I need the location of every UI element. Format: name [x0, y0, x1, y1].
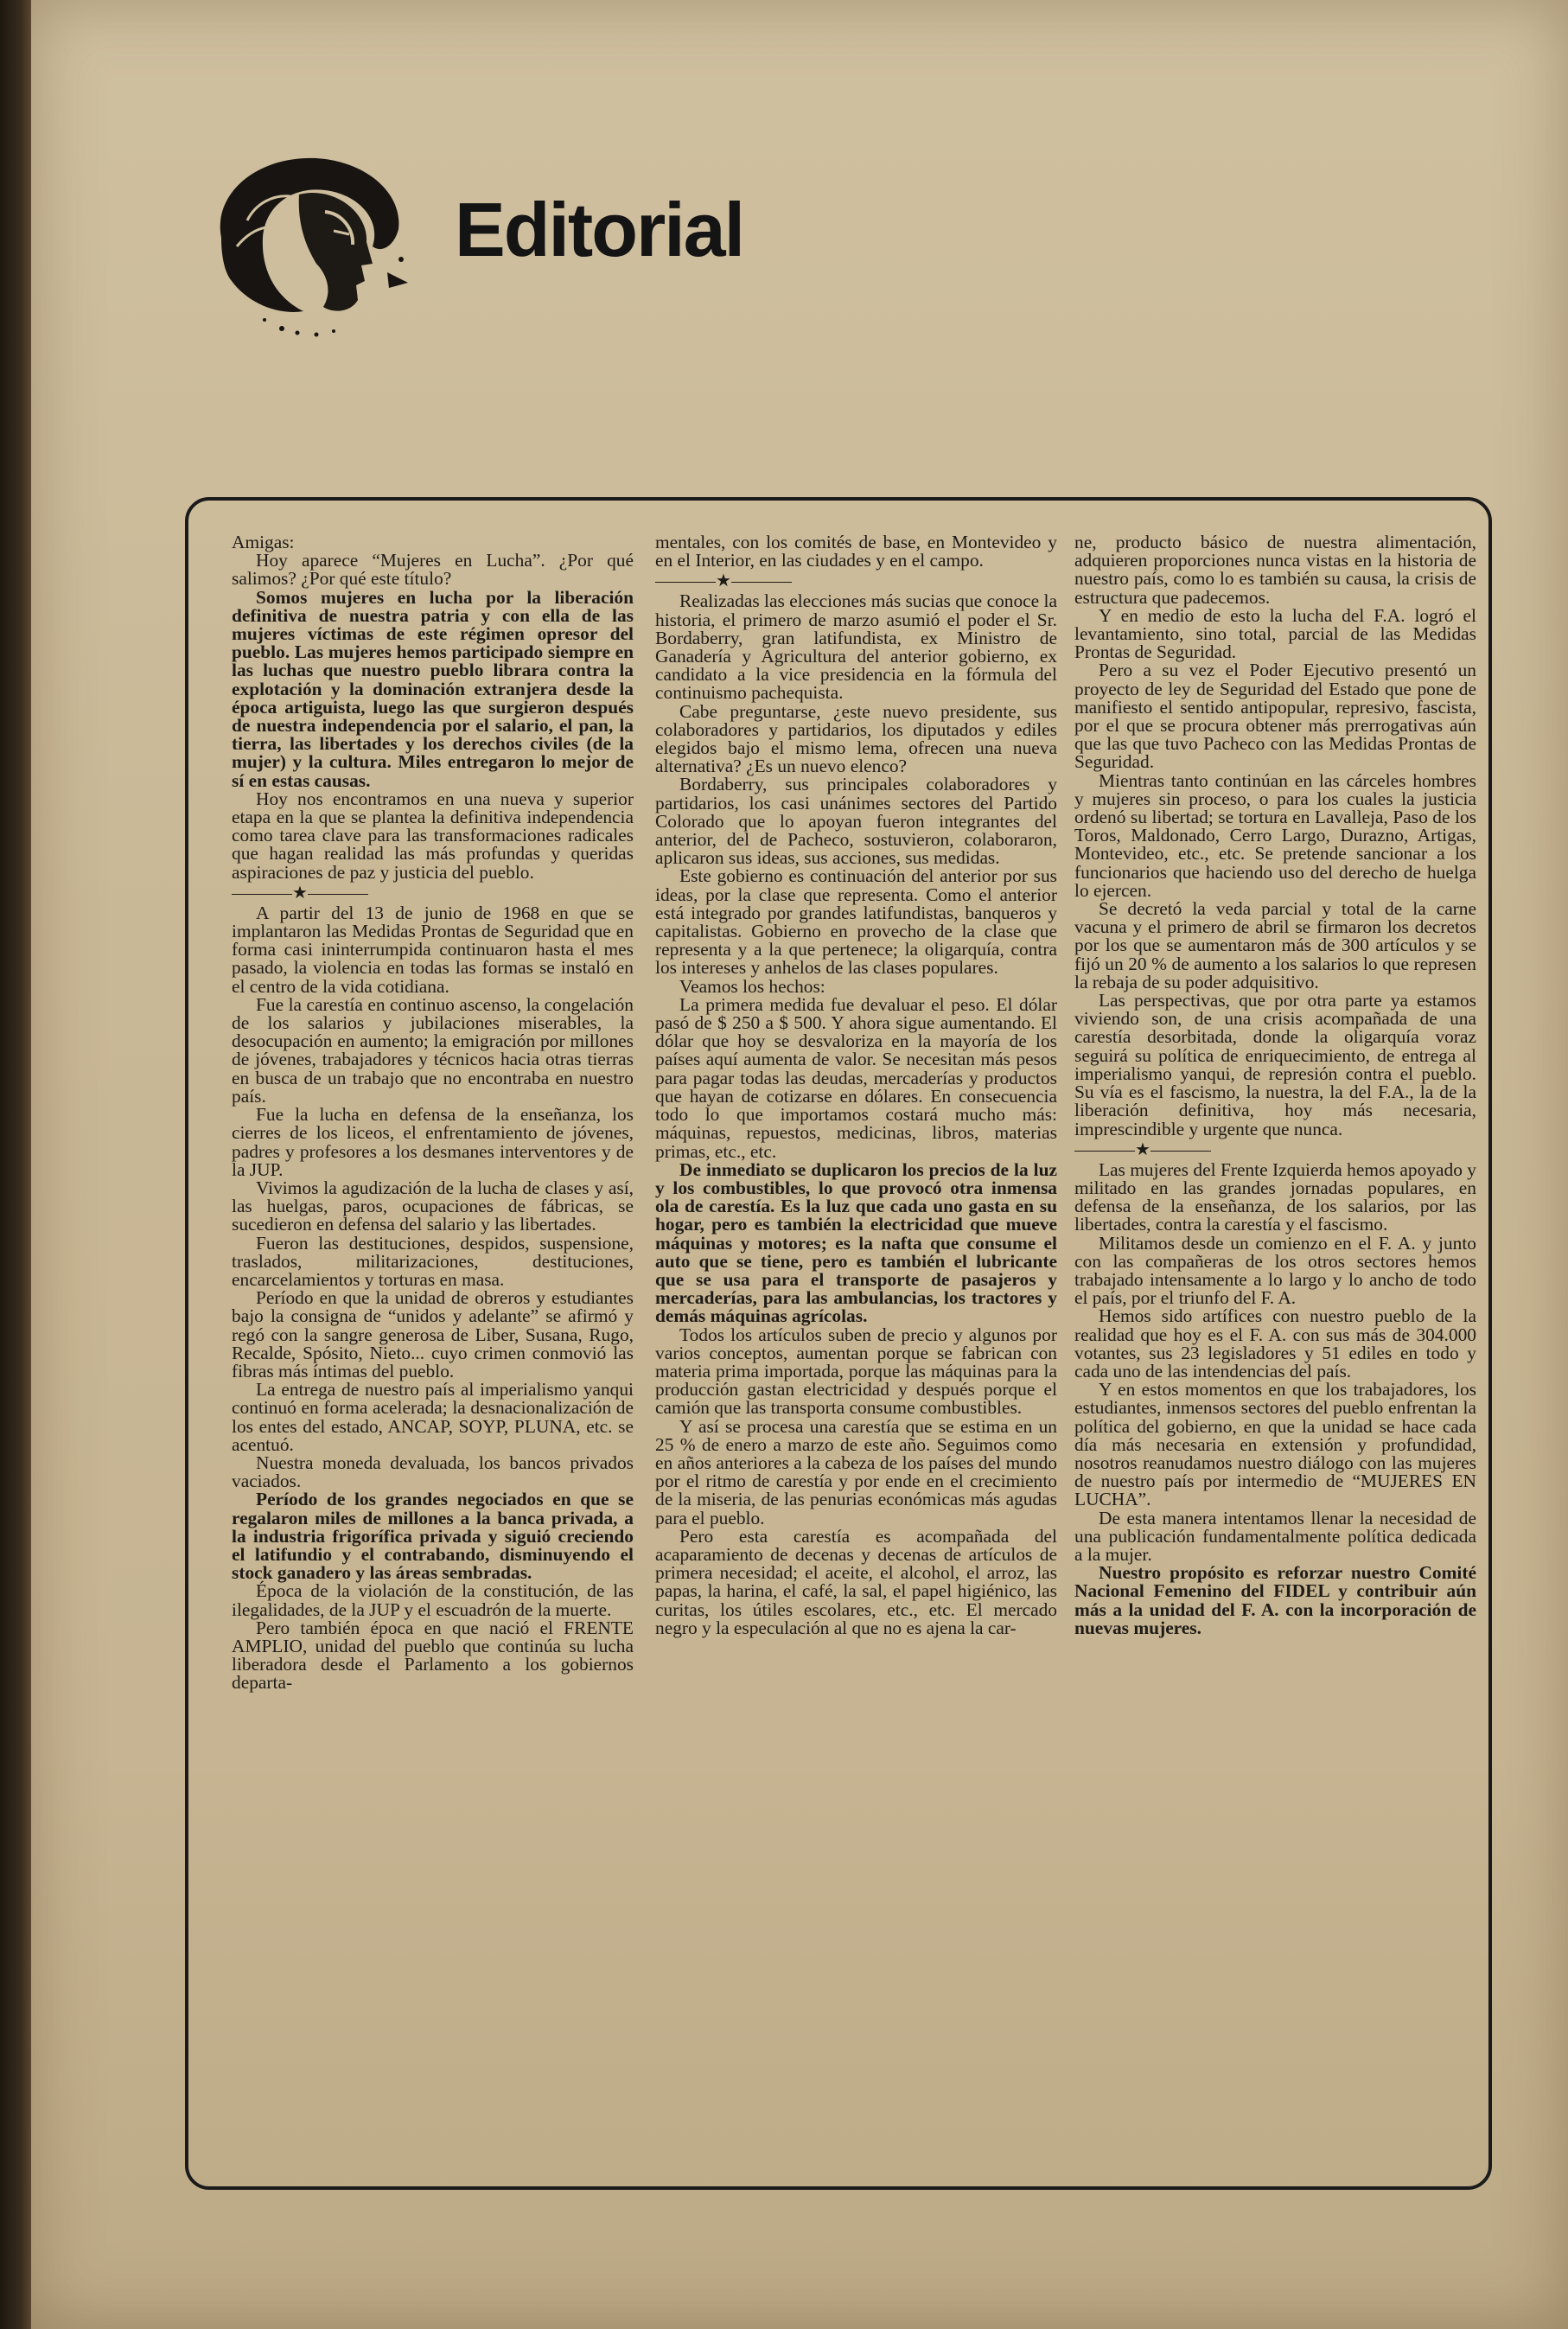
article-paragraph: Época de la violación de la constitución, de las ilegalidades, de la JUP y el escuadrón de la muerte. — [232, 1580, 634, 1620]
article-paragraph: Nuestra moneda devaluada, los bancos privados vaciados. — [232, 1452, 634, 1492]
newspaper-page — [31, 0, 1568, 2329]
star-divider-icon: ★ — [655, 571, 1057, 590]
section-title: Editorial — [455, 187, 744, 272]
article-paragraph: Y en estos momentos en que los trabajadores, los estudiantes, inmensos sectores del pueblo enfrentan la política del gobierno, en que la unidad se hace cada día más necesaria en extensión y profundidad, nosotros reanudamos nuestro diálogo con las mujeres de nuestro país por intermedio de “MUJERES EN LUCHA”. — [1074, 1379, 1476, 1510]
editorial-article-box — [185, 497, 1492, 2190]
article-paragraph: De inmediato se duplicaron los precios de la luz y los combustibles, lo que provocó otra inmensa ola de carestía. Es la luz que cada uno gasta en su hogar, pero es también la electricidad que mueve máquinas y motores; es la nafta que consume el auto que se tiene, pero es también el lubricante que se usa para el transporte de pasajeros y mercaderías, para las ambulancias, los tractores y demás máquinas agrícolas. — [655, 1158, 1057, 1327]
article-paragraph: Nuestro propósito es reforzar nuestro Comité Nacional Femenino del FIDEL y contribuir aún más a la unidad del F. A. con la incorporación de nuevas mujeres. — [1074, 1562, 1476, 1638]
article-paragraph: Vivimos la agudización de la lucha de clases y así, las huelgas, paros, ocupaciones de fábricas, se sucedieron en defensa del salario y las libertades. — [232, 1177, 634, 1235]
article-paragraph: Fueron las destituciones, despidos, suspensione, traslados, militarizaciones, destituciones, encarcelamientos y torturas en masa. — [232, 1232, 634, 1290]
article-paragraph: Pero también época en que nació el FRENTE AMPLIO, unidad del pueblo que continúa su lucha liberadora desde el Parlamento a los gobiernos departa- — [232, 1617, 634, 1694]
article-paragraph: Fue la lucha en defensa de la enseñanza, los cierres de los liceos, el enfrentamiento de jóvenes, padres y profesores a los desmanes interventores y de la JUP. — [232, 1104, 634, 1180]
article-paragraph: Hemos sido artífices con nuestro pueblo de la realidad que hoy es el F. A. con sus más de 304.000 votantes, sus 23 legisladores y 51 ediles en todo y cada uno de las intendencias del país. — [1074, 1305, 1476, 1381]
article-paragraph: Pero a su vez el Poder Ejecutivo presentó un proyecto de ley de Seguridad del Estado que pone de manifiesto el sentido antipopular, represivo, fascista, por el que se procura obtener más prerrogativas aún que las que tuvo Pacheco con las Medidas Prontas de Seguridad. — [1074, 660, 1476, 773]
article-paragraph: Se decretó la veda parcial y total de la carne vacuna y el primero de abril se firmaron los decretos por los que se aumentaron más de 300 artículos y se fijó un 20 % de aumento a los salarios lo que represen la rebaja de su poder adquisitivo. — [1074, 898, 1476, 992]
article-paragraph: Todos los artículos suben de precio y algunos por varios conceptos, aumentan porque se fabrican con materia prima importada, porque las máquinas para la producción gastan electricidad y después porque el camión que las transporta consume combustibles. — [655, 1324, 1057, 1419]
article-paragraph: Veamos los hechos: — [679, 975, 825, 997]
page-binding-edge — [0, 0, 31, 2329]
article-paragraph: Cabe preguntarse, ¿este nuevo presidente, sus colaboradores y partidarios, los diputados y ediles elegidos bajo el mismo lema, ofrecen una nueva alternativa? ¿Es un nuevo elenco? — [655, 700, 1057, 777]
article-paragraph: La primera medida fue devaluar el peso. El dólar pasó de $ 250 a $ 500. Y ahora sigue aumentando. El dólar que hoy se desvaloriza en la mayoría de los países aquí aumenta de valor. Se necesitan más pesos para pagar todas las deudas, mercaderías y productos que hayan de cotizarse en dólares. En consecuencia todo lo que importamos costará mucho más: máquinas, repuestos, medicinas, libros, materias primas, etc., etc. — [655, 993, 1057, 1162]
article-paragraph: A partir del 13 de junio de 1968 en que se implantaron las Medidas Prontas de Seguridad que en forma casi ininterrumpida continuaron hasta el mes pasado, la violencia en todas las formas se instaló en el centro de la vida cotidiana. — [232, 902, 634, 997]
article-paragraph: Las perspectivas, que por otra parte ya estamos viviendo son, de una crisis acompañada de una carestía desorbitada, donde la oligarquía voraz seguirá su política de enriquecimiento, de entrega al imperialismo yanqui, de represión contra el pueblo. Su vía es el fascismo, la nuestra, la del F.A., la de la liberación definitiva, hoy más necesaria, imprescindible y urgente que nunca. — [1074, 990, 1476, 1139]
star-divider-icon: ★ — [232, 884, 634, 903]
article-column-1 — [232, 533, 634, 1693]
article-paragraph: Realizadas las elecciones más sucias que conoce la historia, el primero de marzo asumió el poder el Sr. Bordaberry, gran latifundista, ex Ministro de Ganadería y Agricultura del anterior gobierno, ex candidato a la vice presidencia en la fórmula del continuismo pachequista. — [655, 590, 1057, 704]
article-paragraph: Somos mujeres en lucha por la liberación definitiva de nuestra patria y con ella de las mujeres víctimas de este régimen opresor del pueblo. Las mujeres hemos participado siempre en las luchas que nuestro pueblo librara contra la explotación y la dominación extranjera desde la época artiguista, luego las que surgieron después de nuestra independencia por el salario, el pan, la tierra, las libertades y los derechos civiles (de la mujer) y la cultura. Miles entregaron lo mejor de sí en estas causas. — [232, 586, 634, 791]
article-paragraph: La entrega de nuestro país al imperialismo yanqui continuó en forma acelerada; la desnacionalización de los entes del estado, ANCAP, SOYP, PLUNA, etc. se acentuó. — [232, 1379, 634, 1455]
woman-profile-logo-icon — [195, 143, 437, 341]
article-paragraph: Período en que la unidad de obreros y estudiantes bajo la consigna de “unidos y adelante” se afirmó y regó con la sangre generosa de Liber, Susana, Rugo, Recalde, Spósito, Nieto... cuyo crimen conmovió las fibras más íntimas del pueblo. — [232, 1287, 634, 1381]
article-paragraph: Fue la carestía en continuo ascenso, la congelación de los salarios y jubilaciones miserables, la desocupación en aumento; la emigración por millones de jóvenes, trabajadores y técnicos hacia otras tierras en busca de un trabajo que no encontraba en nuestro país. — [232, 993, 634, 1107]
article-paragraph: Hoy aparece “Mujeres en Lucha”. ¿Por qué salimos? ¿Por qué este título? — [232, 550, 634, 590]
article-paragraph: mentales, con los comités de base, en Montevideo y en el Interior, en las ciudades y en el campo. — [655, 532, 1057, 571]
article-paragraph: Pero esta carestía es acompañada del acaparamiento de decenas y decenas de artículos de primera necesidad; el aceite, el alcohol, el arroz, las papas, la harina, el café, la sal, el papel higiénico, las curitas, los útiles escolares, etc., etc. El mercado negro y la especulación al que no es ajena la car- — [655, 1525, 1057, 1638]
article-column-2 — [655, 533, 1057, 1637]
article-paragraph: ne, producto básico de nuestra alimentación, adquieren proporciones nunca vistas en la historia de nuestro país, como lo es también su causa, la crisis de estructura que padecemos. — [1074, 532, 1476, 608]
article-paragraph: Y en medio de esto la lucha del F.A. logró el levantamiento, sino total, parcial de las Medidas Prontas de Seguridad. — [1074, 604, 1476, 663]
article-paragraph: Hoy nos encontramos en una nueva y superior etapa en la que se plantea la definitiva independencia como tarea clave para las transformaciones radicales que hagan realidad las más profundas y queridas aspiraciones de paz y justicia del pueblo. — [232, 788, 634, 883]
article-paragraph: Militamos desde un comienzo en el F. A. y junto con las compañeras de los otros sectores hemos trabajado intensamente a lo largo y lo ancho de todo el país, por el triunfo del F. A. — [1074, 1232, 1476, 1309]
article-column-3 — [1074, 533, 1476, 1637]
article-paragraph: Bordaberry, sus principales colaboradores y partidarios, los casi unánimes sectores del Partido Colorado que lo apoyan fueron integrantes del anterior, del de Pacheco, sostuvieron, colaboraron, aplicaron sus ideas, sus acciones, sus medidas. — [655, 774, 1057, 869]
article-paragraph: Período de los grandes negociados en que se regalaron miles de millones a la banca privada, a la industria frigorífica privada y siguió creciendo el latifundio y el contrabando, disminuyendo el stock ganadero y las áreas sembradas. — [232, 1489, 634, 1584]
article-paragraph: Las mujeres del Frente Izquierda hemos apoyado y militado en las grandes jornadas populares, en defensa de la enseñanza, de los salarios, por las libertades, contra la carestía y el fascismo. — [1074, 1158, 1476, 1235]
article-paragraph: Este gobierno es continuación del anterior por sus ideas, por la clase que representa. Como el anterior está integrado por grandes latifundistas, banqueros y capitalistas. Gobierno en provecho de la clase que representa y a la que pertenece; la oligarquía, contra los intereses y anhelos de las clases populares. — [655, 865, 1057, 979]
article-paragraph: Y así se procesa una carestía que se estima en un 25 % de enero a marzo de este año. Seguimos como en años anteriores a la cabeza de los países del mundo por el ritmo de carestía y por ende en el crecimiento de la miseria, de las penurias económicas más agudas para el pueblo. — [655, 1415, 1057, 1528]
article-paragraph: Amigas: — [232, 532, 295, 552]
star-divider-icon: ★ — [1074, 1140, 1476, 1159]
article-paragraph: De esta manera intentamos llenar la necesidad de una publicación fundamentalmente política dedicada a la mujer. — [1074, 1507, 1476, 1565]
article-paragraph: Mientras tanto continúan en las cárceles hombres y mujeres sin proceso, o para los cuales la justicia ordenó su libertad; se tortura en Lavalleja, Paso de los Toros, Maldonado, Cerro Largo, Durazno, Artigas, Montevideo, etc., etc. Se pretende sancionar a los funcionarios que haciendo uso del derecho de huelga lo ejercen. — [1074, 769, 1476, 901]
